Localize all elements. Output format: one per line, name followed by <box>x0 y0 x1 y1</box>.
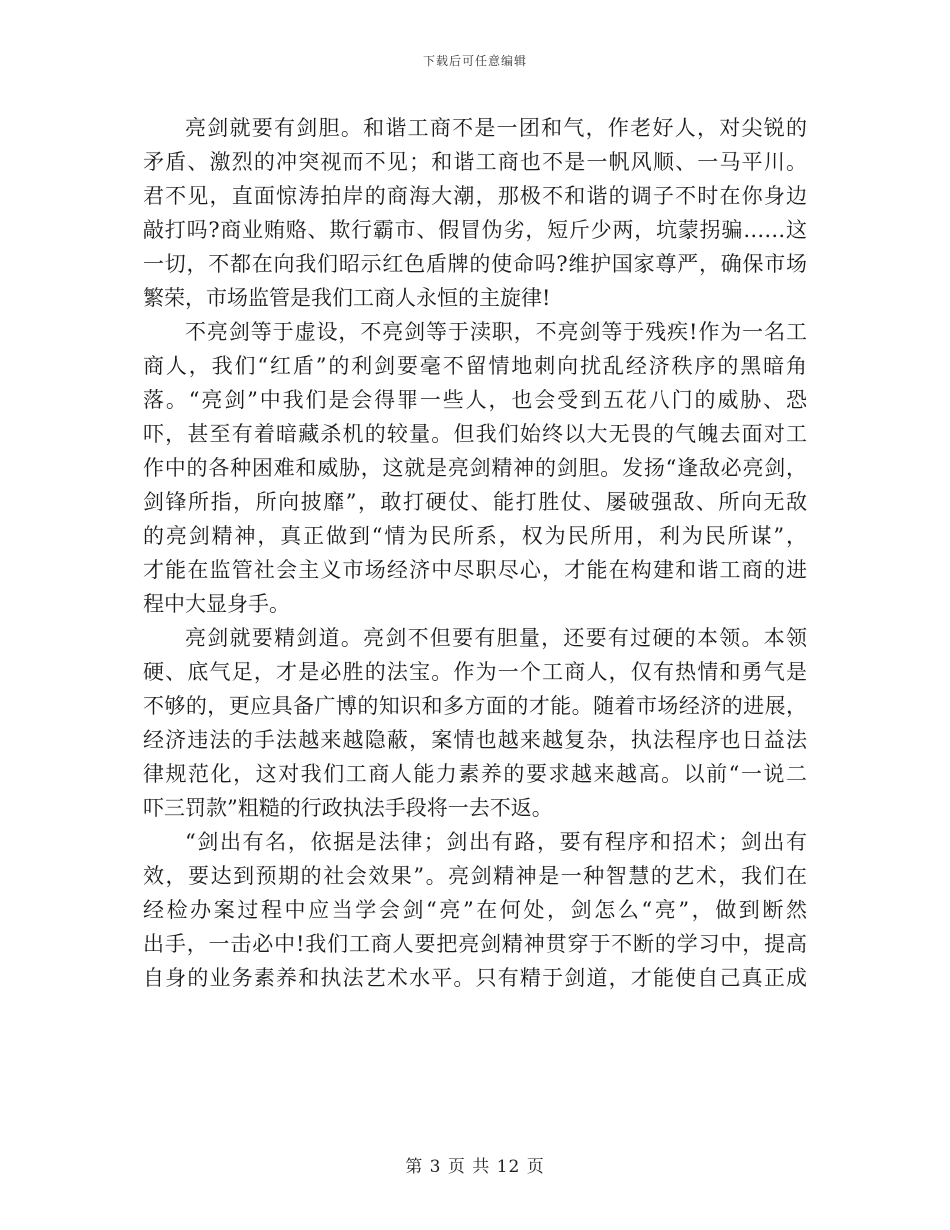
document-body <box>143 111 807 995</box>
text-line: 剑锋所指，所向披靡”，敢打硬仗、能打胜仗、屡破强敌、所向无敌 <box>143 490 807 514</box>
text-line: 才能在监管社会主义市场经济中尽职尽心，才能在构建和谐工商的进 <box>143 558 807 582</box>
text-line: “剑出有名，依据是法律；剑出有路，要有程序和招术；剑出有 <box>185 830 807 854</box>
paragraph <box>143 621 807 825</box>
text-line: 的亮剑精神，真正做到“情为民所系，权为民所用，利为民所谋”， <box>143 524 807 548</box>
text-line: 作中的各种困难和威胁，这就是亮剑精神的剑胆。发扬“逢敌必亮剑， <box>143 456 807 480</box>
text-line: 一切，不都在向我们昭示红色盾牌的使命吗?维护国家尊严，确保市场 <box>143 252 807 276</box>
text-line: 经济违法的手法越来越隐蔽，案情也越来越复杂，执法程序也日益法 <box>143 728 807 752</box>
text-line: 吓，甚至有着暗藏杀机的较量。但我们始终以大无畏的气魄去面对工 <box>143 422 807 446</box>
text-line: 君不见，直面惊涛拍岸的商海大潮，那极不和谐的调子不时在你身边 <box>143 184 807 208</box>
text-line: 出手，一击必中!我们工商人要把亮剑精神贯穿于不断的学习中，提高 <box>143 932 807 956</box>
page-header: 下载后可任意编辑 <box>422 54 527 68</box>
text-line: 程中大显身手。 <box>143 592 290 616</box>
text-line: 不亮剑等于虚设，不亮剑等于渎职，不亮剑等于残疾!作为一名工 <box>185 320 807 344</box>
text-line: 商人，我们“红盾”的利剑要毫不留情地刺向扰乱经济秩序的黑暗角 <box>143 354 807 378</box>
paragraph <box>143 315 807 621</box>
text-line: 落。“亮剑”中我们是会得罪一些人，也会受到五花八门的威胁、恐 <box>143 388 807 412</box>
paragraph <box>143 111 807 315</box>
text-line: 亮剑就要有剑胆。和谐工商不是一团和气，作老好人，对尖锐的 <box>185 116 807 140</box>
text-line: 敲打吗?商业贿赂、欺行霸市、假冒伪劣，短斤少两，坑蒙拐骗……这 <box>143 218 807 242</box>
paragraph <box>143 825 807 995</box>
text-line: 不够的，更应具备广博的知识和多方面的才能。随着市场经济的进展， <box>143 694 807 718</box>
text-line: 繁荣，市场监管是我们工商人永恒的主旋律! <box>143 286 551 310</box>
text-line: 吓三罚款”粗糙的行政执法手段将一去不返。 <box>143 796 553 820</box>
text-line: 律规范化，这对我们工商人能力素养的要求越来越高。以前“一说二 <box>143 762 807 786</box>
text-line: 自身的业务素养和执法艺术水平。只有精于剑道，才能使自己真正成 <box>143 966 807 990</box>
text-line: 亮剑就要精剑道。亮剑不但要有胆量，还要有过硬的本领。本领 <box>185 626 807 650</box>
text-line: 效，要达到预期的社会效果”。亮剑精神是一种智慧的艺术，我们在 <box>143 864 807 888</box>
page-footer: 第 3 页 共 12 页 <box>405 1157 545 1177</box>
text-line: 硬、底气足，才是必胜的法宝。作为一个工商人，仅有热情和勇气是 <box>143 660 807 684</box>
text-line: 经检办案过程中应当学会剑“亮”在何处，剑怎么“亮”，做到断然 <box>143 898 807 922</box>
text-line: 矛盾、激烈的冲突视而不见；和谐工商也不是一帆风顺、一马平川。 <box>143 150 807 174</box>
